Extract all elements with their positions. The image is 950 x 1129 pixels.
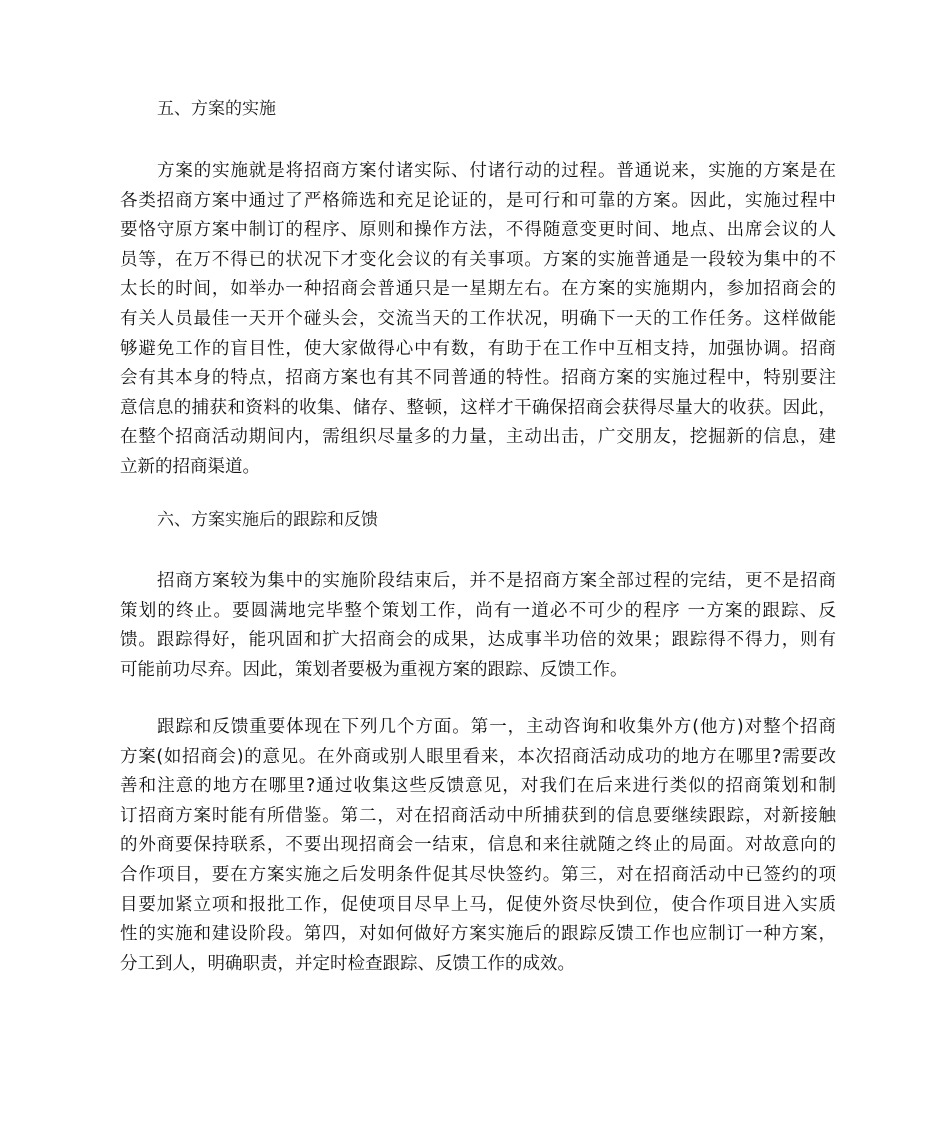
text-line: 要恪守原方案中制订的程序、原则和操作方法，不得随意变更时间、地点、出席会议的人 bbox=[120, 220, 836, 241]
text-line: 会有其本身的特点，招商方案也有其不同普通的特性。招商方案的实施过程中，特别要注 bbox=[120, 368, 836, 389]
text-line: 够避免工作的盲目性，使大家做得心中有数，有助于在工作中互相支持，加强协调。招商 bbox=[120, 338, 836, 359]
text-line: 分工到人，明确职责，并定时检查跟踪、反馈工作的成效。 bbox=[120, 953, 575, 974]
text-line: 招商方案较为集中的实施阶段结束后，并不是招商方案全部过程的完结，更不是招商 bbox=[157, 571, 836, 591]
text-line: 意信息的捕获和资料的收集、储存、整顿，这样才干确保招商会获得尽量大的收获。因此， bbox=[120, 397, 836, 418]
text-line: 方案(如招商会)的意见。在外商或别人眼里看来，本次招商活动成功的地方在哪里?需要改 bbox=[120, 746, 836, 767]
paragraph-implementation bbox=[120, 157, 836, 483]
text-line: 性的实施和建设阶段。第四，对如何做好方案实施后的跟踪反馈工作也应制订一种方案， bbox=[120, 924, 836, 945]
text-line: 跟踪和反馈重要体现在下列几个方面。第一，主动咨询和收集外方(他方)对整个招商 bbox=[157, 717, 836, 737]
text-line: 员等，在万不得已的状况下才变化会议的有关事项。方案的实施普通是一段较为集中的不 bbox=[120, 249, 836, 270]
text-line: 立新的招商渠道。 bbox=[120, 456, 260, 477]
text-line: 馈。跟踪得好，能巩固和扩大招商会的成果，达成事半功倍的效果；跟踪得不得力，则有 bbox=[120, 630, 836, 651]
text-line: 合作项目，要在方案实施之后发明条件促其尽快签约。第三，对在招商活动中已签约的项 bbox=[120, 864, 836, 885]
text-line: 方案的实施就是将招商方案付诸实际、付诸行动的过程。普通说来，实施的方案是在 bbox=[157, 161, 836, 181]
text-line: 有关人员最佳一天开个碰头会，交流当天的工作状况，明确下一天的工作任务。这样做能 bbox=[120, 308, 836, 329]
text-line: 各类招商方案中通过了严格筛选和充足论证的，是可行和可靠的方案。因此，实施过程中 bbox=[120, 190, 836, 211]
section-heading-tracking-feedback: 六、方案实施后的跟踪和反馈 bbox=[157, 510, 378, 530]
text-line: 订招商方案时能有所借鉴。第二，对在招商活动中所捕获到的信息要继续跟踪，对新接触 bbox=[120, 805, 836, 826]
paragraph-tracking-details bbox=[120, 713, 836, 979]
paragraph-tracking-intro bbox=[120, 567, 836, 685]
text-line: 太长的时间，如举办一种招商会普通只是一星期左右。在方案的实施期内，参加招商会的 bbox=[120, 279, 836, 300]
text-line: 目要加紧立项和报批工作，促使项目尽早上马，促使外资尽快到位，使合作项目进入实质 bbox=[120, 894, 836, 915]
text-line: 策划的终止。要圆满地完毕整个策划工作，尚有一道必不可少的程序 一方案的跟踪、反 bbox=[120, 600, 836, 621]
section-heading-implementation: 五、方案的实施 bbox=[157, 99, 276, 119]
text-line: 在整个招商活动期间内，需组织尽量多的力量，主动出击，广交朋友，挖掘新的信息，建 bbox=[120, 427, 836, 448]
text-line: 善和注意的地方在哪里?通过收集这些反馈意见，对我们在后来进行类似的招商策划和制 bbox=[120, 776, 836, 797]
text-line: 可能前功尽弃。因此，策划者要极为重视方案的跟踪、反馈工作。 bbox=[120, 659, 628, 680]
text-line: 的外商要保持联系，不要出现招商会一结束，信息和来往就随之终止的局面。对故意向的 bbox=[120, 835, 836, 856]
